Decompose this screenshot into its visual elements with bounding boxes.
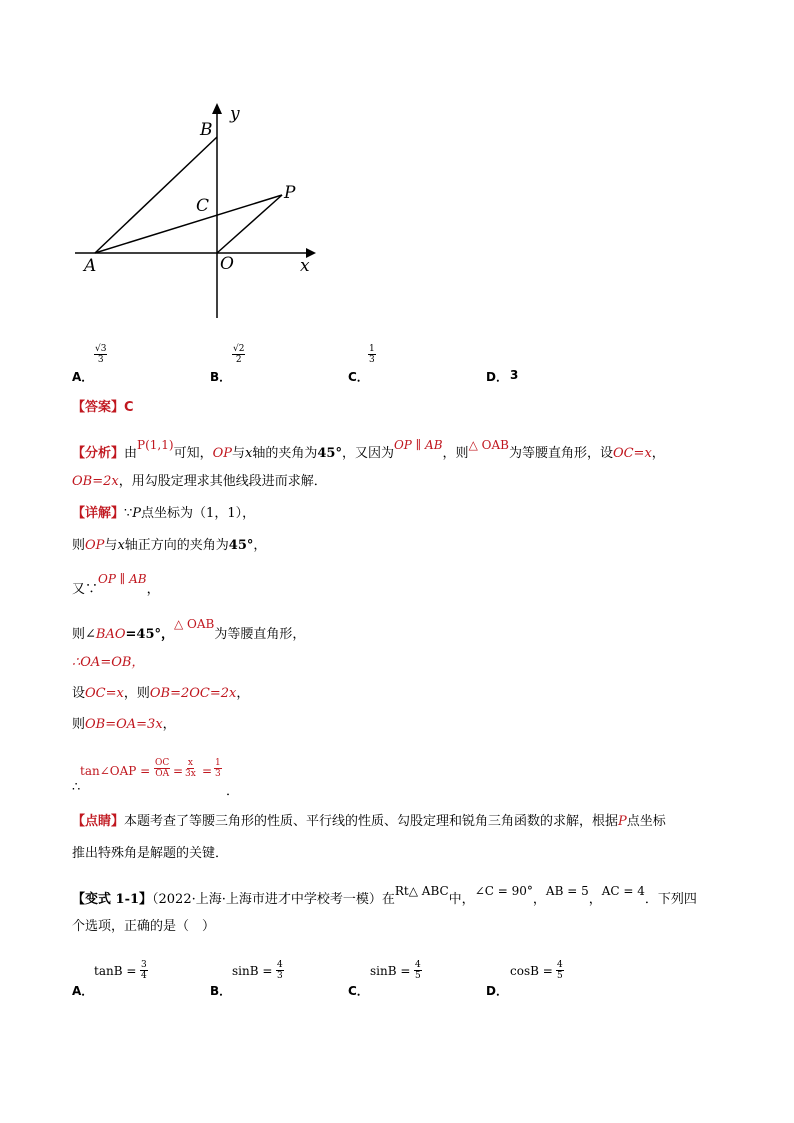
- remark-line-1: 【点睛】本题考查了等腰三角形的性质、平行线的性质、勾股定理和锐角三角函数的求解，根据P点坐标: [72, 814, 666, 829]
- label-C: C: [196, 196, 210, 216]
- detail-line-1: 【详解】∵P点坐标为（1，1），: [72, 506, 256, 521]
- segment-AP: [95, 195, 282, 253]
- detail-line-7: 则OB=OA=3x，: [72, 717, 176, 732]
- analysis-line-2: OB=2x，用勾股定理求其他线段进而求解．: [72, 474, 327, 489]
- variant-tag: 【变式 1-1】: [72, 892, 153, 907]
- answer-tag: 【答案】: [72, 400, 125, 415]
- detail-line-4: 则∠BAO=45°，△ OAB为等腰直角形，: [72, 617, 306, 642]
- detail-line-5: ∴OA=OB，: [72, 655, 145, 670]
- segment-AB: [95, 137, 217, 253]
- label-P: P: [284, 183, 296, 203]
- option-c-letter: C．: [348, 370, 369, 384]
- segment-OP: [217, 195, 282, 253]
- answer-line: [72, 399, 134, 417]
- option-c-fraction: $\frac{4}{5}$: [415, 960, 421, 981]
- option-d-value: 3: [510, 368, 519, 382]
- y-axis-arrow: [212, 103, 222, 114]
- label-A: A: [84, 256, 97, 276]
- option-b-fraction: $\frac{4}{3}$: [277, 960, 283, 981]
- label-B: B: [200, 120, 213, 140]
- label-x: x: [300, 256, 310, 276]
- option-b-fraction: $\frac{√2}{2}$: [233, 344, 245, 365]
- label-O: O: [220, 254, 234, 274]
- therefore-symbol: ∴: [72, 780, 81, 795]
- analysis-line-1: 【分析】由P(1,1)可知，OP与x轴的夹角为45°，又因为OP ∥ AB，则△ OAB为等腰直角形，设OC=x，: [72, 438, 665, 461]
- detail-line-6: 设OC=x，则OB=2OC=2x，: [72, 686, 250, 701]
- detail-tag: 【详解】: [72, 506, 125, 521]
- answer-value: C: [124, 400, 134, 415]
- detail-line-2: 则OP与x轴正方向的夹角为45°，: [72, 538, 267, 553]
- q1-options: [72, 344, 772, 384]
- remark-tag: 【点睛】: [72, 814, 125, 829]
- rt-triangle: Rt△ ABC: [394, 884, 449, 898]
- analysis-tag: 【分析】: [72, 446, 125, 461]
- option-a-fraction: $\frac{3}{4}$: [141, 960, 147, 981]
- variant-line-1: 【变式 1-1】（2022·上海·上海市进才中学校考一模）在Rt△ ABC中，∠C = 90°，AB = 5，AC = 4．下列四: [72, 884, 697, 907]
- q2-options: A． tanB = $\frac{3}{4}$ B． sinB = $\frac{4}{3}$ C． sinB = $\frac{4}{5}$ D． cosB = $\frac{4}{5}$: [72, 960, 563, 998]
- point-p-coord: P(1,1): [137, 438, 174, 452]
- variant-line-2: 个选项，正确的是（ ）: [72, 919, 216, 934]
- option-a-letter: A．: [72, 370, 94, 384]
- triangle-oab: △ OAB: [468, 438, 509, 452]
- option-c-fraction: $\frac{1}{3}$: [369, 344, 375, 365]
- label-y: y: [230, 104, 240, 124]
- detail-line-3: 又∵OP ∥ AB，: [72, 572, 160, 597]
- option-d-letter: D．: [486, 370, 508, 384]
- fraction-oc-oa: $\frac{OC}{OA}$: [155, 758, 170, 779]
- parallel-relation: OP ∥ AB: [393, 438, 443, 452]
- fraction-x-3x: $\frac{x}{3x}$: [185, 758, 196, 779]
- detail-line-8: tan∠OAP = $\frac{OC}{OA}$ = $\frac{x}{3x}$ = $\frac{1}{3}$ ∴ ．: [72, 758, 240, 799]
- option-a-fraction: $\frac{√3}{3}$: [95, 344, 107, 365]
- remark-line-2: 推出特殊角是解题的关键．: [72, 846, 229, 861]
- fraction-1-3: $\frac{1}{3}$: [215, 758, 221, 779]
- option-d-fraction: $\frac{4}{5}$: [557, 960, 563, 981]
- option-b-letter: B．: [210, 370, 232, 384]
- geometry-figure: [60, 90, 340, 330]
- tan-expression: tan∠OAP =: [80, 764, 151, 778]
